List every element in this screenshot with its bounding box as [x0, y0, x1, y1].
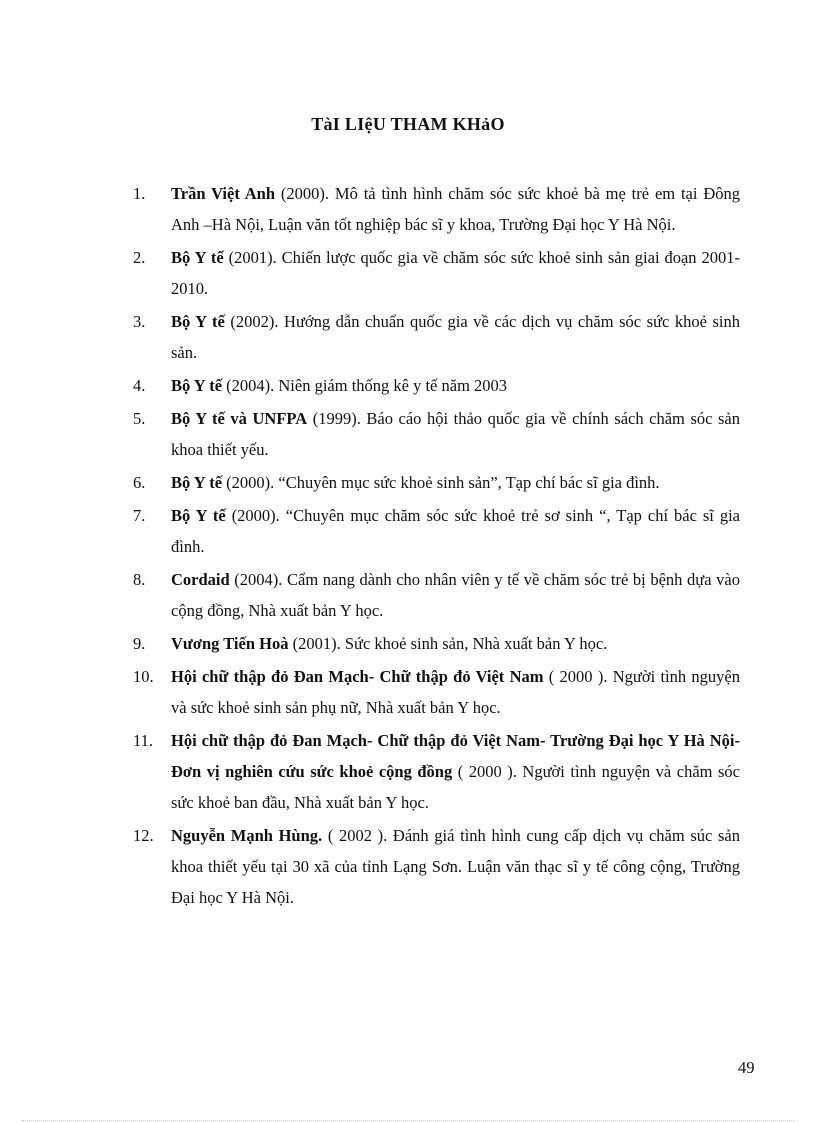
reference-author: Bộ Y tế — [171, 473, 223, 492]
reference-text: ( 2002 ). Đánh giá tình hình cung cấp dịch vụ chăm súc sản khoa thiết yếu tại 30 xã của tỉnh Lạng Sơn. Luận văn thạc sĩ y tế công cộng, Trường Đại học Y Hà Nội. — [171, 826, 740, 907]
reference-number: 8. — [133, 570, 146, 589]
reference-item — [133, 820, 740, 913]
reference-author: Hội chữ thập đỏ Đan Mạch- Chữ thập đỏ Việt Nam- Trường Đại học Y Hà Nội- Đơn vị nghiên cứu sức khoẻ cộng đồng — [171, 731, 740, 781]
reference-author: Bộ Y tế — [171, 248, 224, 267]
reference-number: 6. — [133, 473, 146, 492]
reference-item — [133, 467, 740, 498]
reference-text: ( 2000 ). Người tình nguyện và chăm sóc sức khoẻ ban đầu, Nhà xuất bản Y học. — [171, 762, 741, 812]
reference-text: (2001). Sức khoẻ sinh sản, Nhà xuất bản Y học. — [288, 634, 608, 653]
reference-text: (1999). Báo cáo hội thảo quốc gia về chính sách chăm sóc sản khoa thiết yếu. — [171, 409, 740, 459]
reference-number: 7. — [133, 506, 146, 525]
reference-author: Trần Việt Anh — [171, 184, 276, 203]
reference-number: 11. — [133, 731, 154, 750]
reference-item — [133, 628, 740, 659]
reference-text: (2004). Cẩm nang dành cho nhân viên y tế về chăm sóc trẻ bị bệnh dựa vào cộng đồng, Nhà xuất bản Y học. — [171, 570, 740, 620]
reference-author: Cordaid — [171, 570, 230, 589]
reference-number: 5. — [133, 409, 146, 428]
reference-text: ( 2000 ). Người tình nguyện và sức khoẻ sinh sản phụ nữ, Nhà xuất bản Y học. — [171, 667, 740, 717]
reference-item — [133, 725, 740, 818]
reference-author: Hội chữ thập đỏ Đan Mạch- Chữ thập đỏ Việt Nam — [171, 667, 544, 686]
reference-item — [133, 178, 740, 240]
reference-item — [133, 564, 740, 626]
reference-number: 4. — [133, 376, 146, 395]
reference-text: (2000). Mô tả tình hình chăm sóc sức khoẻ bà mẹ trẻ em tại Đông Anh –Hà Nội, Luận văn tốt nghiệp bác sĩ y khoa, Trường Đại học Y Hà Nội. — [171, 184, 740, 234]
reference-item — [133, 500, 740, 562]
page-bottom-divider — [22, 1120, 794, 1121]
reference-author: Bộ Y tế — [171, 312, 225, 331]
page-title: TàI LIệU THAM KHảO — [311, 114, 505, 134]
reference-item — [133, 661, 740, 723]
reference-item — [133, 306, 740, 368]
reference-number: 3. — [133, 312, 146, 331]
reference-number: 9. — [133, 634, 146, 653]
reference-author: Bộ Y tế và UNFPA — [171, 409, 308, 428]
reference-author: Bộ Y tế — [171, 506, 226, 525]
reference-text: (2004). Niên giám thống kê y tế năm 2003 — [222, 376, 508, 395]
reference-item — [133, 370, 740, 401]
reference-item — [133, 242, 740, 304]
reference-number: 12. — [133, 826, 154, 845]
reference-list — [133, 178, 740, 915]
reference-number: 10. — [133, 667, 154, 686]
reference-author: Vương Tiến Hoà — [171, 634, 289, 653]
reference-text: (2000). “Chuyên mục chăm sóc sức khoẻ trẻ sơ sinh “, Tạp chí bác sĩ gia đình. — [171, 506, 740, 556]
reference-item — [133, 403, 740, 465]
reference-text: (2000). “Chuyên mục sức khoẻ sinh sản”, Tạp chí bác sĩ gia đình. — [222, 473, 660, 492]
reference-number: 1. — [133, 184, 146, 203]
reference-author: Bộ Y tế — [171, 376, 223, 395]
page-number: 49 — [738, 1058, 755, 1077]
reference-text: (2001). Chiến lược quốc gia về chăm sóc sức khoẻ sinh sản giai đoạn 2001- 2010. — [171, 248, 740, 298]
reference-author: Nguyễn Mạnh Hùng. — [171, 826, 323, 845]
reference-text: (2002). Hướng dẫn chuẩn quốc gia về các dịch vụ chăm sóc sức khoẻ sinh sản. — [171, 312, 741, 362]
reference-number: 2. — [133, 248, 146, 267]
